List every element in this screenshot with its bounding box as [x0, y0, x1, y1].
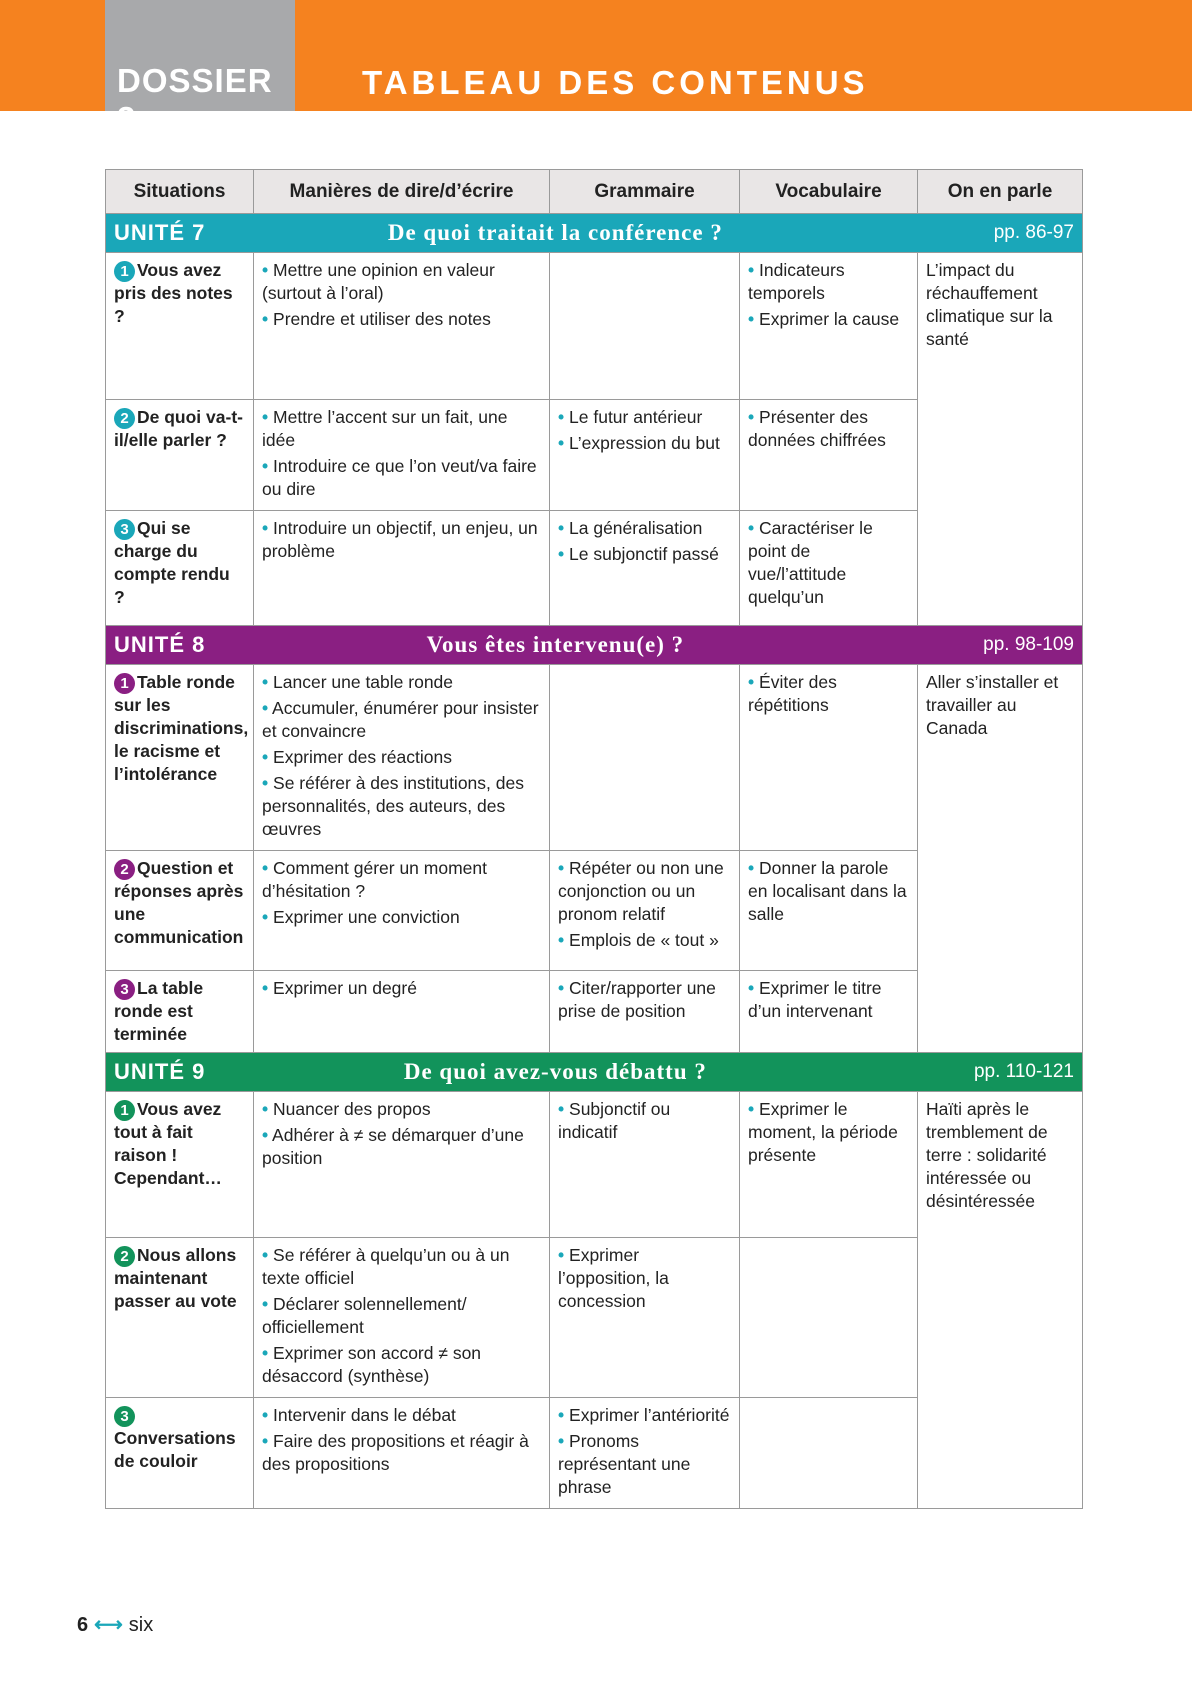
manieres-cell [254, 1092, 550, 1238]
situation-text: De quoi va-t-il/elle parler ? [114, 407, 243, 450]
bullet-icon: • [558, 544, 565, 564]
situation-number-icon: 1 [114, 1100, 135, 1121]
manieres-cell [254, 1238, 550, 1398]
bullet-text: Donner la parole en localisant dans la salle [748, 858, 907, 924]
bullet-icon: • [748, 518, 755, 538]
grammaire-cell [550, 511, 740, 626]
situation-text: Question et réponses après une communication [114, 858, 244, 947]
bullet-item [262, 857, 541, 903]
bullet-icon: • [558, 407, 565, 427]
bullet-text: Exprimer le titre d’un intervenant [748, 978, 882, 1021]
bullet-icon: • [262, 456, 269, 476]
table-row [106, 851, 1083, 971]
on-en-parle-text: Haïti après le tremblement de terre : solidarité intéressée ou désintéressée [926, 1099, 1048, 1211]
page-title: TABLEAU DES CONTENUS [362, 64, 869, 101]
bullet-icon: • [262, 1294, 269, 1314]
bullet-text: Intervenir dans le débat [273, 1405, 456, 1425]
manieres-cell [254, 851, 550, 971]
situation-text: Nous allons maintenant passer au vote [114, 1245, 237, 1311]
on-en-parle-cell [918, 971, 1083, 1053]
bullet-text: Comment gérer un moment d’hésitation ? [262, 858, 487, 901]
column-header: On en parle [918, 170, 1083, 214]
situation-text: Table ronde sur les discriminations, le racisme et l’intolérance [114, 672, 249, 784]
situation-cell [106, 971, 254, 1053]
bullet-icon: • [558, 978, 565, 998]
grammaire-cell [550, 665, 740, 851]
on-en-parle-cell [918, 400, 1083, 511]
situation-text: Qui se charge du compte rendu ? [114, 518, 230, 607]
table-row [106, 1398, 1083, 1509]
bullet-item [748, 1098, 909, 1167]
bullet-item [558, 543, 731, 566]
on-en-parle-text: L’impact du réchauffement climatique sur la santé [926, 260, 1053, 349]
contents-table [105, 169, 1083, 1509]
vocabulaire-cell [740, 1398, 918, 1509]
bullet-icon: • [558, 1405, 565, 1425]
dossier-label: DOSSIER 3 [117, 62, 273, 137]
manieres-cell [254, 665, 550, 851]
bullet-text: Faire des propositions et réagir à des propositions [262, 1431, 529, 1474]
grammaire-cell [550, 971, 740, 1053]
bullet-item [558, 1098, 731, 1144]
situation-text: Vous avez tout à fait raison ! Cependant… [114, 1099, 222, 1188]
bullet-item [262, 1098, 541, 1121]
vocabulaire-cell [740, 1092, 918, 1238]
manieres-cell [254, 400, 550, 511]
unit-pages: pp. 98-109 [983, 633, 1074, 655]
bullet-item [262, 697, 541, 743]
vocabulaire-cell [740, 253, 918, 400]
table-row [106, 1092, 1083, 1238]
bullet-text: Exprimer une conviction [273, 907, 460, 927]
bullet-text: Introduire un objectif, un enjeu, un problème [262, 518, 538, 561]
page-word: six [128, 1614, 154, 1636]
unit-label: UNITÉ 8 [114, 631, 206, 657]
bullet-item [262, 1342, 541, 1388]
bullet-text: Exprimer son accord ≠ son désaccord (synthèse) [262, 1343, 482, 1386]
bullet-item [558, 977, 731, 1023]
situation-number-icon: 1 [114, 261, 135, 282]
bullet-text: Exprimer la cause [759, 309, 900, 329]
bullet-item [748, 517, 909, 609]
bullet-icon: • [262, 1343, 269, 1363]
bullet-text: Prendre et utiliser des notes [273, 309, 491, 329]
bullet-icon: • [748, 978, 755, 998]
bullet-item [262, 1124, 541, 1170]
bullet-text: Indicateurs temporels [748, 260, 845, 303]
bullet-text: Le futur antérieur [569, 407, 703, 427]
situation-cell [106, 253, 254, 400]
page-header [0, 0, 1192, 137]
bullet-text: Répéter ou non une conjonction ou un pronom relatif [558, 858, 724, 924]
bullet-item [558, 406, 731, 429]
bullet-icon: • [262, 672, 269, 692]
situation-cell [106, 1398, 254, 1509]
bullet-icon: • [748, 260, 755, 280]
table-row [106, 1238, 1083, 1398]
situation-cell [106, 1092, 254, 1238]
bullet-item [262, 406, 541, 452]
bullet-icon: • [262, 1405, 269, 1425]
bullet-item [262, 1244, 541, 1290]
bullet-text: L’expression du but [569, 433, 720, 453]
bullet-item [262, 259, 541, 305]
situation-number-icon: 2 [114, 1246, 135, 1267]
manieres-cell [254, 253, 550, 400]
bullet-icon: • [748, 858, 755, 878]
table-row [106, 511, 1083, 626]
situation-text: La table ronde est terminée [114, 978, 204, 1044]
bullet-text: Le subjonctif passé [569, 544, 719, 564]
on-en-parle-cell [918, 851, 1083, 971]
bullet-item [262, 772, 541, 841]
page-footer [77, 1612, 153, 1637]
situation-number-icon: 1 [114, 673, 135, 694]
bullet-item [748, 406, 909, 452]
bullet-icon: • [558, 1099, 565, 1119]
bullet-icon: • [262, 773, 269, 793]
bullet-text: Emplois de « tout » [569, 930, 719, 950]
table-row [106, 665, 1083, 851]
on-en-parle-cell [918, 253, 1083, 400]
situation-cell [106, 511, 254, 626]
vocabulaire-cell [740, 851, 918, 971]
bullet-icon: • [748, 309, 755, 329]
bullet-item [262, 977, 541, 1000]
bullet-item [558, 1404, 731, 1427]
situation-cell [106, 1238, 254, 1398]
bullet-item [262, 671, 541, 694]
manieres-cell [254, 511, 550, 626]
unit-pages: pp. 110-121 [973, 1060, 1074, 1082]
unit-header [106, 214, 1083, 253]
page-number: 6 [77, 1614, 89, 1636]
bullet-item [748, 857, 909, 926]
unit-title: Vous êtes intervenu(e) ? [426, 631, 685, 657]
bullet-icon: • [558, 930, 565, 950]
bullet-item [558, 857, 731, 926]
bullet-icon: • [558, 518, 565, 538]
unit-header-row [106, 1053, 1083, 1092]
manieres-cell [254, 1398, 550, 1509]
bullet-text: Subjonctif ou indicatif [558, 1099, 671, 1142]
bullet-text: Exprimer l’antériorité [569, 1405, 730, 1425]
bullet-icon: • [262, 698, 269, 718]
unit-header [106, 1053, 1083, 1092]
vocabulaire-cell [740, 665, 918, 851]
bullet-icon: • [748, 1099, 755, 1119]
bullet-text: Se référer à quelqu’un ou à un texte officiel [262, 1245, 510, 1288]
bullet-icon: • [262, 1245, 269, 1265]
situation-cell [106, 400, 254, 511]
bullet-item [748, 259, 909, 305]
grammaire-cell [550, 1092, 740, 1238]
bullet-text: Se référer à des institutions, des personnalités, des auteurs, des œuvres [262, 773, 524, 839]
bullet-text: Mettre une opinion en valeur (surtout à l’oral) [262, 260, 495, 303]
unit-label: UNITÉ 7 [114, 219, 206, 245]
bullet-icon: • [262, 907, 269, 927]
situation-number-icon: 3 [114, 519, 135, 540]
unit-title: De quoi traitait la conférence ? [387, 219, 723, 245]
bullet-text: Lancer une table ronde [273, 672, 454, 692]
bullet-text: Adhérer à ≠ se démarquer d’une position [262, 1125, 524, 1168]
on-en-parle-cell [918, 1092, 1083, 1238]
column-header: Vocabulaire [740, 170, 918, 214]
bullet-text: Caractériser le point de vue/l’attitude quelqu’un [748, 518, 873, 607]
unit-title: De quoi avez-vous débattu ? [403, 1058, 707, 1084]
bullet-icon: • [262, 747, 269, 767]
bullet-text: Citer/rapporter une prise de position [558, 978, 716, 1021]
manieres-cell [254, 971, 550, 1053]
bullet-icon: • [262, 1431, 269, 1451]
bullet-item [748, 308, 909, 331]
bullet-item [262, 308, 541, 331]
grammaire-cell [550, 400, 740, 511]
double-arrow-icon: ⟷ [94, 1614, 123, 1636]
table-header-row [106, 170, 1083, 214]
bullet-text: Déclarer solennellement/ officiellement [262, 1294, 467, 1337]
bullet-icon: • [262, 309, 269, 329]
vocabulaire-cell [740, 511, 918, 626]
bullet-item [262, 1293, 541, 1339]
situation-number-icon: 3 [114, 1406, 135, 1427]
bullet-item [262, 906, 541, 929]
situation-cell [106, 851, 254, 971]
bullet-text: Exprimer un degré [273, 978, 417, 998]
unit-header [106, 626, 1083, 665]
vocabulaire-cell [740, 971, 918, 1053]
bullet-text: Éviter des répétitions [748, 672, 837, 715]
bullet-text: Introduire ce que l’on veut/va faire ou dire [262, 456, 537, 499]
bullet-icon: • [262, 1125, 269, 1145]
bullet-icon: • [262, 407, 269, 427]
bullet-item [558, 1430, 731, 1499]
unit-pages: pp. 86-97 [993, 221, 1074, 243]
bullet-icon: • [558, 858, 565, 878]
grammaire-cell [550, 851, 740, 971]
bullet-item [558, 929, 731, 952]
situation-text: Vous avez pris des notes ? [114, 260, 233, 326]
table-row [106, 400, 1083, 511]
bullet-icon: • [262, 978, 269, 998]
bullet-icon: • [748, 672, 755, 692]
bullet-text: Pronoms représentant une phrase [558, 1431, 691, 1497]
grammaire-cell [550, 1238, 740, 1398]
grammaire-cell [550, 253, 740, 400]
bullet-item [748, 977, 909, 1023]
bullet-icon: • [558, 1245, 565, 1265]
bullet-item [558, 1244, 731, 1313]
column-header: Grammaire [550, 170, 740, 214]
bullet-item [748, 671, 909, 717]
bullet-item [558, 432, 731, 455]
on-en-parle-text: Aller s’installer et travailler au Canada [926, 672, 1059, 738]
bullet-item [262, 1404, 541, 1427]
bullet-icon: • [558, 433, 565, 453]
vocabulaire-cell [740, 1238, 918, 1398]
grammaire-cell [550, 1398, 740, 1509]
bullet-text: Présenter des données chiffrées [748, 407, 886, 450]
bullet-text: Mettre l’accent sur un fait, une idée [262, 407, 508, 450]
unit-header-row [106, 214, 1083, 253]
situation-cell [106, 665, 254, 851]
table-row [106, 253, 1083, 400]
column-header: Situations [106, 170, 254, 214]
bullet-text: Accumuler, énumérer pour insister et convaincre [262, 698, 539, 741]
bullet-text: Nuancer des propos [273, 1099, 431, 1119]
bullet-text: Exprimer des réactions [273, 747, 452, 767]
bullet-icon: • [262, 518, 269, 538]
bullet-item [262, 517, 541, 563]
bullet-item [558, 517, 731, 540]
situation-number-icon: 2 [114, 408, 135, 429]
bullet-item [262, 746, 541, 769]
bullet-text: Exprimer l’opposition, la concession [558, 1245, 669, 1311]
on-en-parle-cell [918, 1398, 1083, 1509]
bullet-item [262, 455, 541, 501]
bullet-text: La généralisation [569, 518, 703, 538]
bullet-icon: • [558, 1431, 565, 1451]
bullet-icon: • [748, 407, 755, 427]
vocabulaire-cell [740, 400, 918, 511]
situation-text: Conversations de couloir [114, 1428, 236, 1471]
situation-number-icon: 2 [114, 859, 135, 880]
on-en-parle-cell [918, 1238, 1083, 1398]
bullet-icon: • [262, 1099, 269, 1119]
on-en-parle-cell [918, 511, 1083, 626]
unit-header-row [106, 626, 1083, 665]
bullet-icon: • [262, 858, 269, 878]
bullet-icon: • [262, 260, 269, 280]
column-header: Manières de dire/d’écrire [254, 170, 550, 214]
bullet-item [262, 1430, 541, 1476]
bullet-text: Exprimer le moment, la période présente [748, 1099, 898, 1165]
table-row [106, 971, 1083, 1053]
on-en-parle-cell [918, 665, 1083, 851]
dossier-badge [105, 0, 295, 137]
situation-number-icon: 3 [114, 979, 135, 1000]
unit-label: UNITÉ 9 [114, 1058, 206, 1084]
